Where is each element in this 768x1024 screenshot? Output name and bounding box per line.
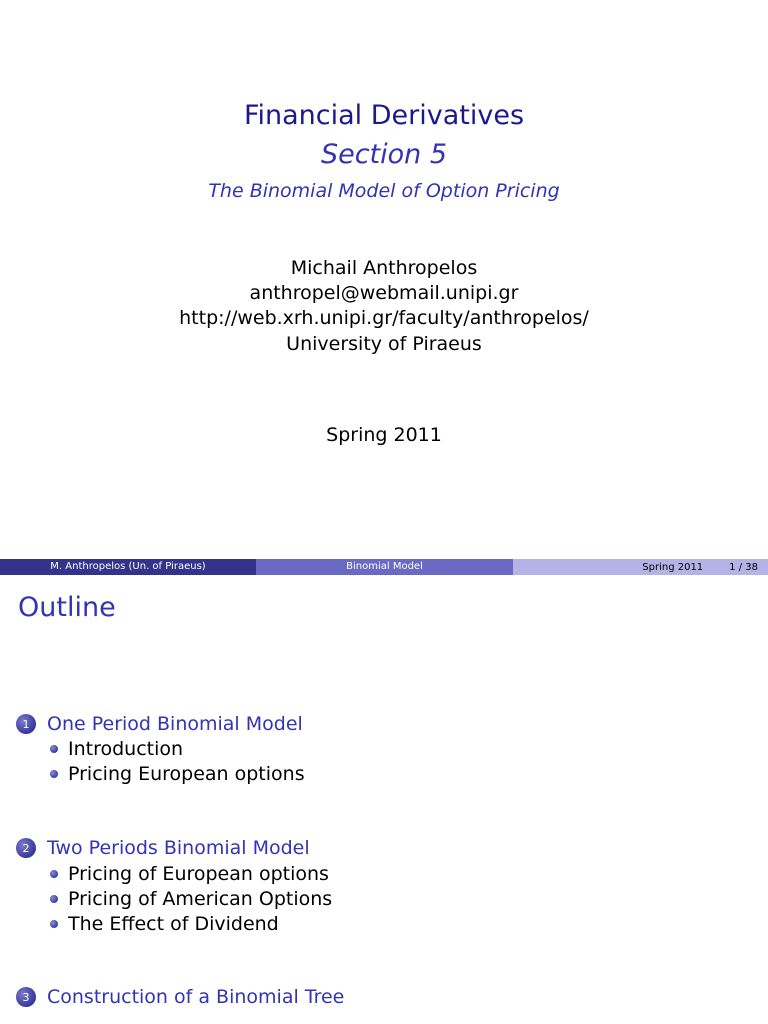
section-number-3: 3: [16, 987, 36, 1007]
footer-page: 1 / 38: [729, 561, 758, 573]
footer-date: Spring 2011: [642, 561, 704, 573]
bullet-icon: [50, 870, 58, 878]
section-number-1: 1: [16, 714, 36, 734]
outline-item[interactable]: [50, 863, 329, 885]
outline-section-1[interactable]: [16, 713, 303, 735]
section-label-1: One Period Binomial Model: [47, 713, 303, 735]
section-label-3: Construction of a Binomial Tree: [47, 986, 345, 1008]
footer-right: [513, 559, 768, 575]
footer-bar: [0, 559, 768, 575]
footer-topic: Binomial Model: [256, 559, 513, 575]
outline-item[interactable]: [50, 913, 279, 935]
bullet-icon: [50, 895, 58, 903]
author-institution: University of Piraeus: [286, 333, 482, 355]
outline-title: Outline: [18, 592, 116, 623]
outline-item-label: Pricing European options: [68, 763, 305, 785]
section-label-2: Two Periods Binomial Model: [47, 837, 310, 859]
outline-item[interactable]: [50, 888, 332, 910]
bullet-icon: [50, 770, 58, 778]
outline-item-label: Pricing of European options: [68, 863, 329, 885]
slide-subtitle: The Binomial Model of Option Pricing: [208, 180, 560, 202]
footer-author: M. Anthropelos (Un. of Piraeus): [0, 559, 256, 575]
outline-item-label: The Effect of Dividend: [68, 913, 279, 935]
outline-item[interactable]: [50, 763, 305, 785]
slide-date: Spring 2011: [326, 424, 442, 446]
bullet-icon: [50, 745, 58, 753]
author-name: Michail Anthropelos: [290, 257, 478, 279]
outline-item-label: Introduction: [68, 738, 184, 760]
section-label: Section 5: [320, 139, 448, 170]
author-url: http://web.xrh.unipi.gr/faculty/anthropelos/: [179, 307, 589, 329]
slide-title: Financial Derivatives: [243, 100, 525, 131]
section-number-2: 2: [16, 838, 36, 858]
outline-item-label: Pricing of American Options: [68, 888, 333, 910]
author-email: anthropel@webmail.unipi.gr: [249, 282, 519, 304]
bullet-icon: [50, 920, 58, 928]
outline-section-2[interactable]: [16, 837, 310, 859]
outline-section-3[interactable]: [16, 986, 344, 1008]
outline-item[interactable]: [50, 738, 183, 760]
